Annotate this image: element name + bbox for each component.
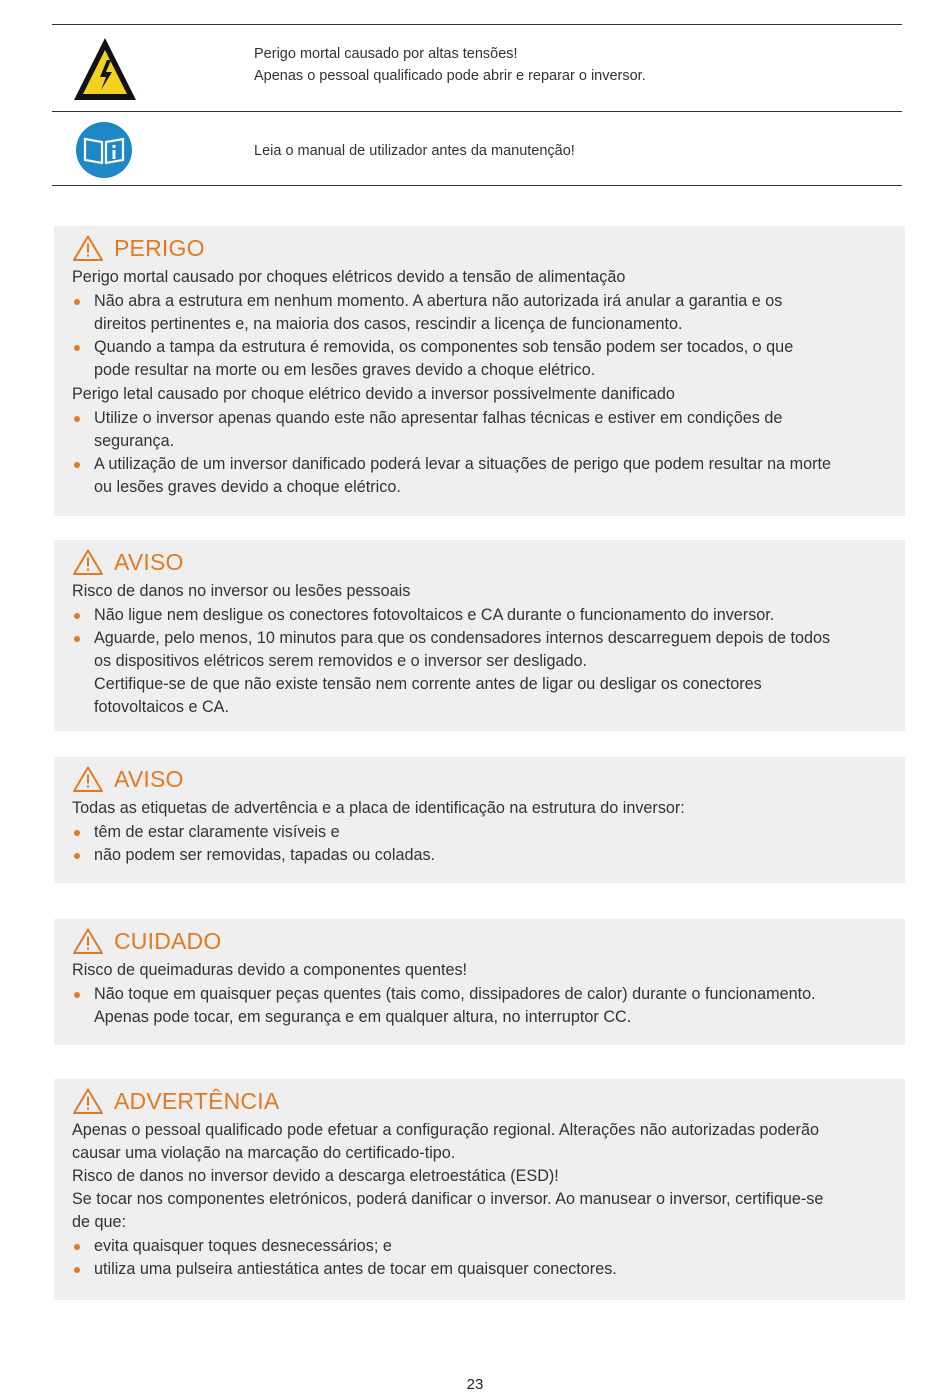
list-item <box>72 453 899 499</box>
warning-triangle-icon <box>72 927 104 955</box>
bullet-list <box>72 821 899 867</box>
bullet-line: fotovoltaicos e CA. <box>94 698 229 716</box>
box-title: ADVERTÊNCIA <box>114 1087 280 1114</box>
bullet-dot <box>74 992 80 998</box>
bullet-line: A utilização de um inversor danificado poderá levar a situações de perigo que podem resultar na morte <box>94 455 831 473</box>
box-header <box>72 925 899 957</box>
bullet-dot <box>74 613 80 619</box>
high-voltage-warning-icon <box>72 35 138 108</box>
box-title: AVISO <box>114 548 184 575</box>
box-paragraph: Risco de danos no inversor ou lesões pessoais <box>72 582 411 600</box>
warning-triangle-icon <box>72 548 104 576</box>
list-item <box>72 821 899 844</box>
warning-box <box>54 1079 905 1300</box>
box-title: PERIGO <box>114 234 205 261</box>
box-paragraph: Risco de danos no inversor devido a descarga eletroestática (ESD)! <box>72 1167 559 1185</box>
box-header <box>72 546 899 578</box>
bullet-dot <box>74 1244 80 1250</box>
bullet-line: Quando a tampa da estrutura é removida, os componentes sob tensão podem ser tocados, o que <box>94 338 794 356</box>
box-paragraph: Perigo mortal causado por choques elétricos devido a tensão de alimentação <box>72 268 626 286</box>
bullet-dot <box>74 345 80 351</box>
bullet-line: Utilize o inversor apenas quando este não apresentar falhas técnicas e estiver em condições de <box>94 409 783 427</box>
bullet-list <box>72 983 899 1029</box>
box-paragraph: de que: <box>72 1213 127 1231</box>
box-paragraph: Perigo letal causado por choque elétrico devido a inversor possivelmente danificado <box>72 385 675 403</box>
bullet-dot <box>74 830 80 836</box>
bullet-line: pode resultar na morte ou em lesões graves devido a choque elétrico. <box>94 361 596 379</box>
read-manual-icon <box>75 121 133 184</box>
symbol-row-manual <box>52 111 902 186</box>
bullet-line: Certifique-se de que não existe tensão nem corrente antes de ligar ou desligar os conectores <box>94 675 762 693</box>
notice-box-voltage <box>54 540 905 731</box>
bullet-dot <box>74 853 80 859</box>
symbol-line: Apenas o pessoal qualificado pode abrir e reparar o inversor. <box>254 68 646 84</box>
symbol-text-manual <box>254 140 575 162</box>
bullet-line: não podem ser removidas, tapadas ou coladas. <box>94 846 436 864</box>
bullet-line: segurança. <box>94 432 175 450</box>
bullet-list <box>72 290 899 382</box>
box-paragraph: Todas as etiquetas de advertência e a placa de identificação na estrutura do inversor: <box>72 799 685 817</box>
bullet-dot <box>74 299 80 305</box>
warning-triangle-icon <box>72 1087 104 1115</box>
list-item <box>72 407 899 453</box>
symbol-text-high-voltage <box>254 43 646 87</box>
list-item <box>72 290 899 336</box>
bullet-line: evita quaisquer toques desnecessários; e <box>94 1237 392 1255</box>
bullet-line: os dispositivos elétricos serem removidos e o inversor ser desligado. <box>94 652 588 670</box>
bullet-line: Aguarde, pelo menos, 10 minutos para que os condensadores internos descarreguem depois de todos <box>94 629 831 647</box>
list-item <box>72 1235 899 1258</box>
symbol-line: Leia o manual de utilizador antes da manutenção! <box>254 143 575 159</box>
bullet-list <box>72 1235 899 1281</box>
bullet-dot <box>74 636 80 642</box>
bullet-line: ou lesões graves devido a choque elétrico. <box>94 478 401 496</box>
list-item <box>72 604 899 627</box>
danger-box <box>54 226 905 516</box>
list-item <box>72 983 899 1029</box>
list-item <box>72 844 899 867</box>
bullet-line: Não abra a estrutura em nenhum momento. A abertura não autorizada irá anular a garantia e os <box>94 292 783 310</box>
list-item <box>72 336 899 382</box>
caution-box <box>54 919 905 1045</box>
bullet-line: Apenas pode tocar, em segurança e em qualquer altura, no interruptor CC. <box>94 1008 632 1026</box>
symbol-row-high-voltage <box>52 24 902 111</box>
bullet-line: direitos pertinentes e, na maioria dos casos, rescindir a licença de funcionamento. <box>94 315 683 333</box>
warning-triangle-icon <box>72 765 104 793</box>
box-paragraph: Apenas o pessoal qualificado pode efetuar a configuração regional. Alterações não autorizadas poderão <box>72 1121 819 1139</box>
box-paragraph: Se tocar nos componentes eletrónicos, poderá danificar o inversor. Ao manusear o inversor, certifique-se <box>72 1190 824 1208</box>
bullet-line: Não ligue nem desligue os conectores fotovoltaicos e CA durante o funcionamento do inversor. <box>94 606 775 624</box>
bullet-dot <box>74 1267 80 1273</box>
box-paragraph: Risco de queimaduras devido a componentes quentes! <box>72 961 468 979</box>
bullet-dot <box>74 462 80 468</box>
box-header <box>72 232 899 264</box>
box-paragraph: causar uma violação na marcação do certificado-tipo. <box>72 1144 456 1162</box>
page-number: 23 <box>466 1376 484 1393</box>
bullet-dot <box>74 416 80 422</box>
list-item <box>72 627 899 719</box>
warning-triangle-icon <box>72 234 104 262</box>
bullet-list <box>72 604 899 719</box>
list-item <box>72 1258 899 1281</box>
bullet-list <box>72 407 899 499</box>
box-header <box>72 1085 899 1117</box>
bullet-line: utiliza uma pulseira antiestática antes de tocar em quaisquer conectores. <box>94 1260 617 1278</box>
bullet-line: Não toque em quaisquer peças quentes (tais como, dissipadores de calor) durante o funcionamento. <box>94 985 816 1003</box>
box-header <box>72 763 899 795</box>
box-title: CUIDADO <box>114 927 222 954</box>
symbol-line: Perigo mortal causado por altas tensões! <box>254 46 518 62</box>
symbols-table <box>52 24 902 186</box>
bullet-line: têm de estar claramente visíveis e <box>94 823 340 841</box>
notice-box-labels <box>54 757 905 883</box>
box-title: AVISO <box>114 765 184 792</box>
